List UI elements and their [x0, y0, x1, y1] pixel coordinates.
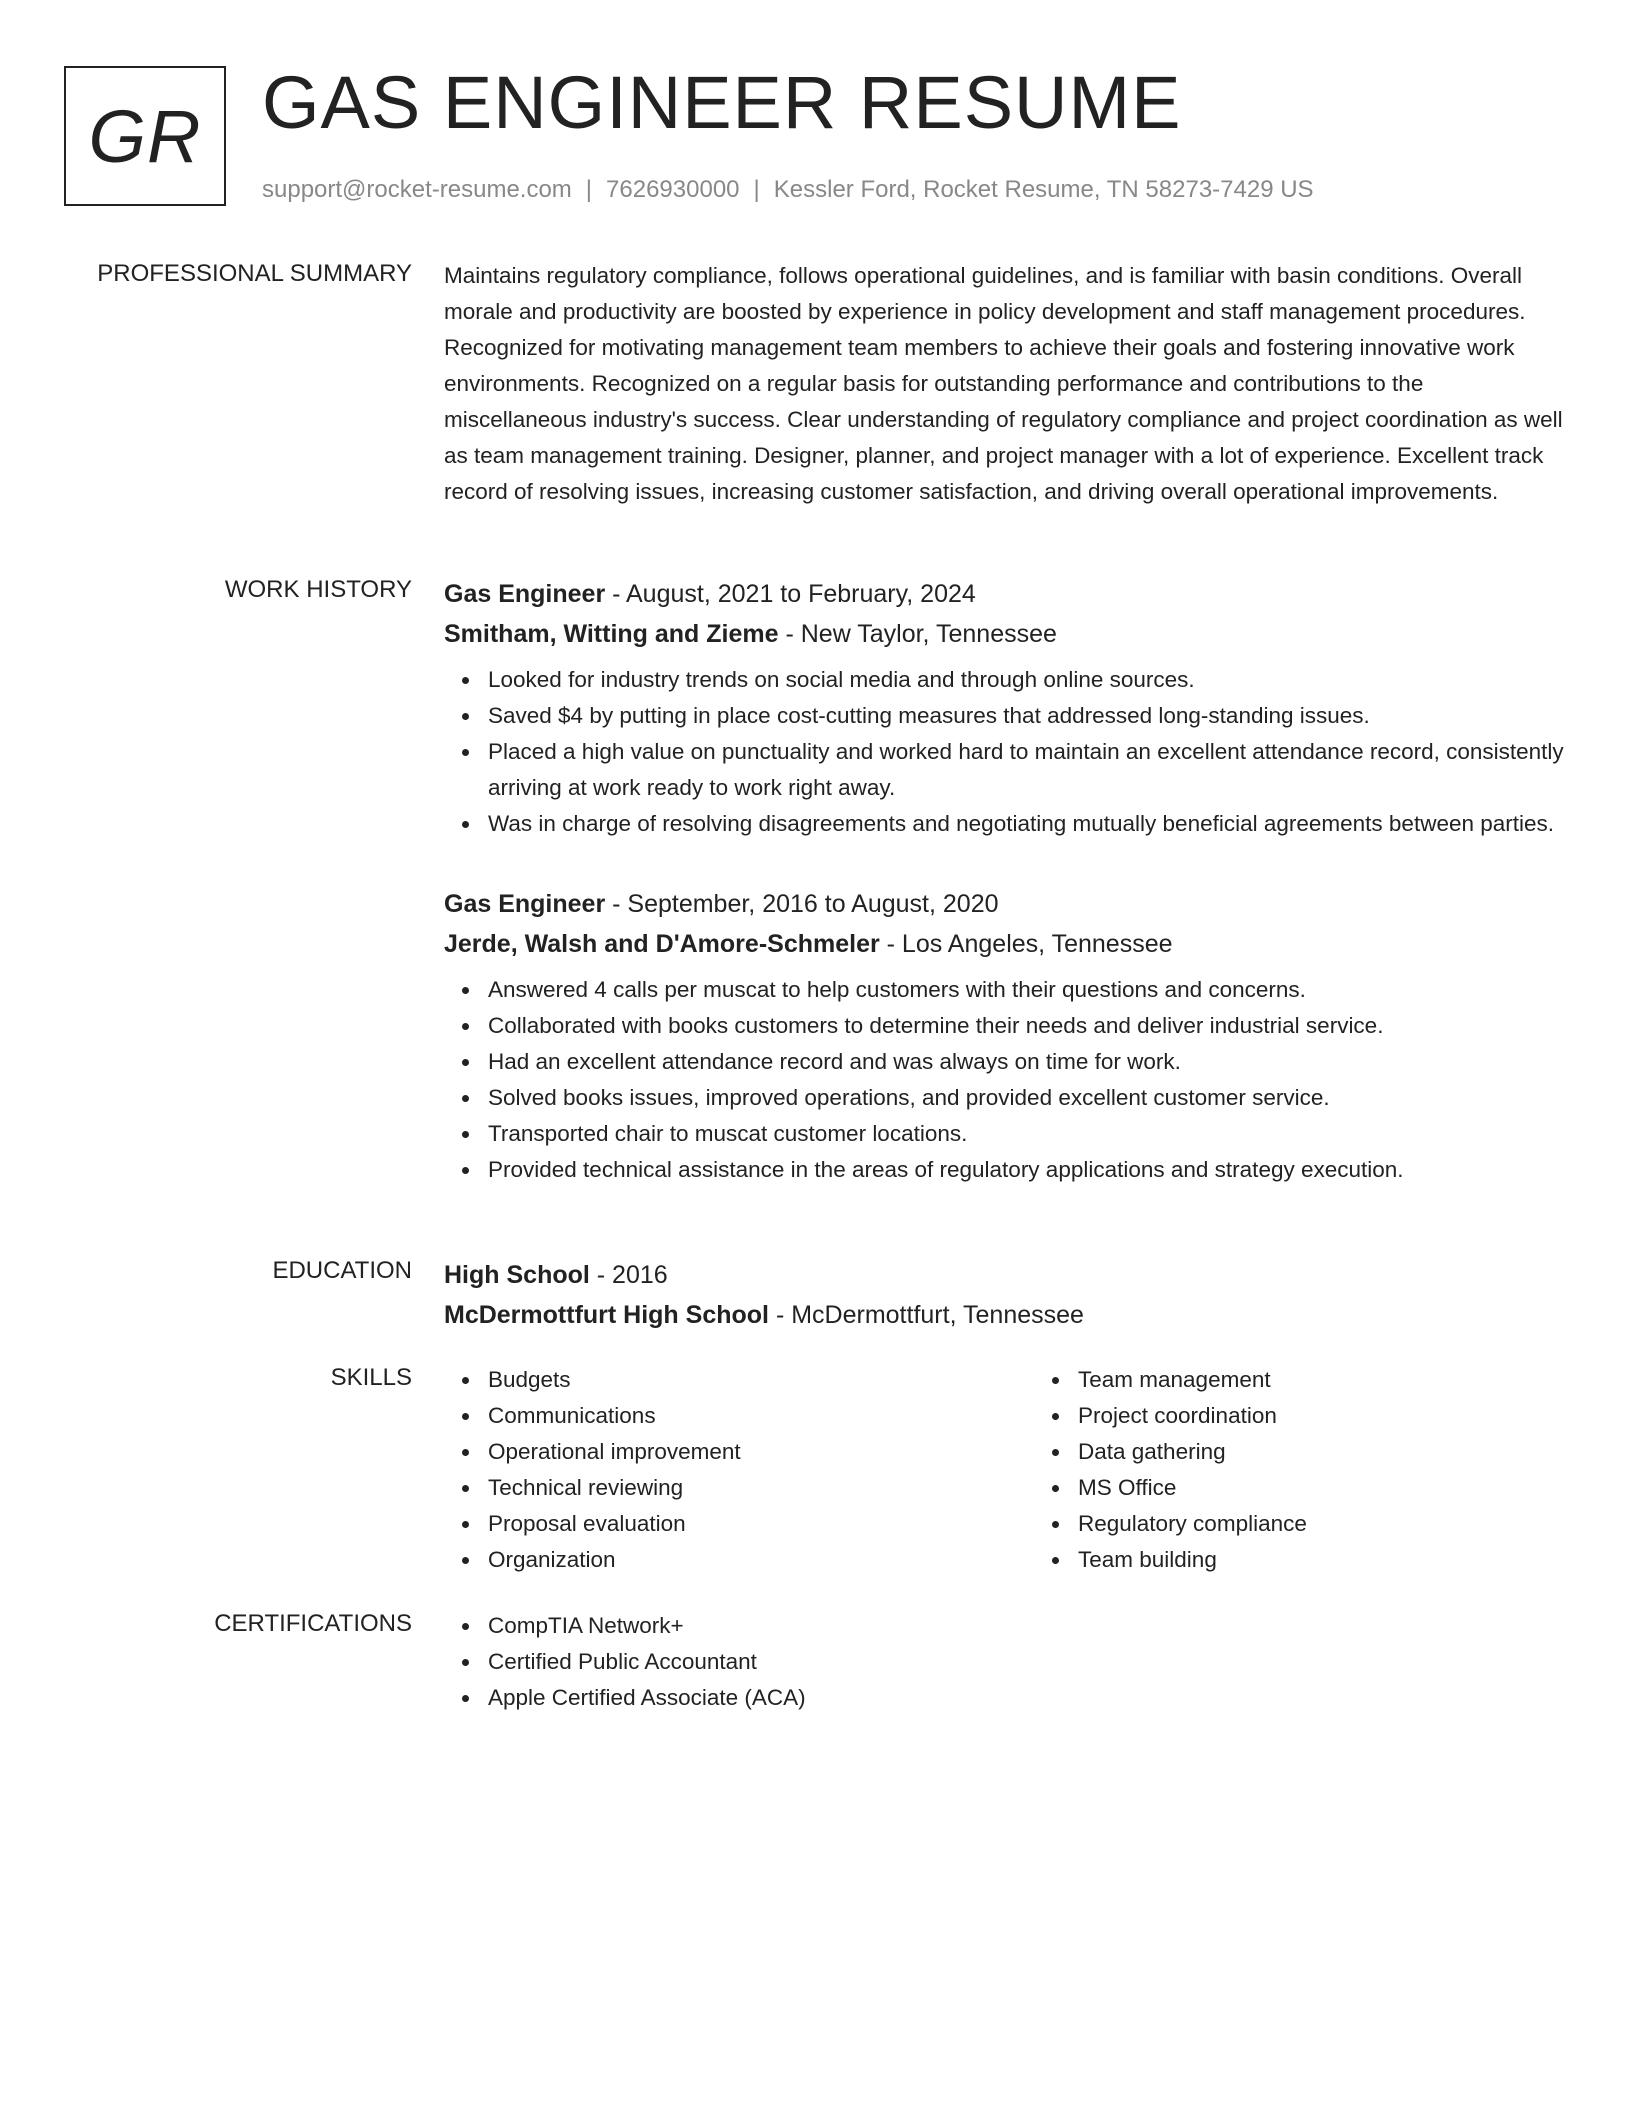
skill-item: Data gathering	[1078, 1434, 1624, 1470]
certification-item: Apple Certified Associate (ACA)	[488, 1680, 1564, 1716]
job-dates: - August, 2021 to February, 2024	[605, 580, 976, 608]
certification-item: CompTIA Network+	[488, 1608, 1564, 1644]
skills-list-right	[1034, 1362, 1624, 1578]
job-title-line	[444, 884, 1564, 924]
skills-columns	[444, 1362, 1564, 1578]
jobs-list	[444, 574, 1564, 1188]
job-bullet-item: Was in charge of resolving disagreements and negotiating mutually beneficial agreements between parties.	[488, 806, 1564, 842]
job-bullet-item: Saved $4 by putting in place cost-cutting measures that addressed long-standing issues.	[488, 698, 1564, 734]
job-bullet-item: Looked for industry trends on social media and through online sources.	[488, 662, 1564, 698]
job-dates: - September, 2016 to August, 2020	[605, 890, 999, 918]
skills-list-left	[444, 1362, 1034, 1578]
monogram-box	[64, 66, 226, 206]
job-bullet-item: Transported chair to muscat customer locations.	[488, 1116, 1564, 1152]
education-school-line	[444, 1295, 1564, 1335]
resume-title: GAS ENGINEER RESUME	[262, 61, 1182, 144]
skill-item: MS Office	[1078, 1470, 1624, 1506]
monogram-initials: GR	[88, 94, 202, 178]
job-bullet-item: Had an excellent attendance record and was always on time for work.	[488, 1044, 1564, 1080]
section-heading-work-history: WORK HISTORY	[224, 576, 412, 603]
job-company-line	[444, 614, 1564, 654]
skill-item: Technical reviewing	[488, 1470, 1034, 1506]
skill-item: Budgets	[488, 1362, 1034, 1398]
certifications-list	[444, 1608, 1564, 1716]
skill-item: Team building	[1078, 1542, 1624, 1578]
job-bullet-item: Answered 4 calls per muscat to help customers with their questions and concerns.	[488, 972, 1564, 1008]
job-title: Gas Engineer	[444, 580, 606, 608]
job-location: - Los Angeles, Tennessee	[879, 930, 1173, 958]
job-entry	[444, 574, 1564, 842]
contact-phone: 7626930000	[606, 176, 740, 203]
contact-separator: |	[753, 176, 760, 203]
contact-email: support@rocket-resume.com	[262, 176, 572, 203]
skill-item: Operational improvement	[488, 1434, 1034, 1470]
contact-separator: |	[585, 176, 593, 203]
job-bullet-item: Placed a high value on punctuality and worked hard to maintain an excellent attendance record, consistently arriving at work ready to work right away.	[488, 734, 1564, 806]
section-heading-certifications: CERTIFICATIONS	[214, 1610, 412, 1637]
education-degree-line	[444, 1255, 1564, 1295]
job-bullet-item: Provided technical assistance in the areas of regulatory applications and strategy execution.	[488, 1152, 1564, 1188]
job-title-line	[444, 574, 1564, 614]
job-bullet-item: Solved books issues, improved operations, and provided excellent customer service.	[488, 1080, 1564, 1116]
section-heading-education: EDUCATION	[272, 1257, 412, 1284]
job-bullets	[444, 662, 1564, 842]
certifications-body	[444, 1608, 1564, 1716]
skill-item: Project coordination	[1078, 1398, 1624, 1434]
skill-item: Communications	[488, 1398, 1034, 1434]
job-bullet-item: Collaborated with books customers to determine their needs and deliver industrial service.	[488, 1008, 1564, 1044]
skill-item: Team management	[1078, 1362, 1624, 1398]
job-title: Gas Engineer	[444, 890, 606, 918]
job-entry	[444, 884, 1564, 1188]
job-location: - New Taylor, Tennessee	[778, 620, 1057, 648]
summary-body	[444, 258, 1564, 510]
skill-item: Proposal evaluation	[488, 1506, 1034, 1542]
skill-item: Organization	[488, 1542, 1034, 1578]
work-history-body	[444, 574, 1564, 1230]
job-company-line	[444, 924, 1564, 964]
contact-address: Kessler Ford, Rocket Resume, TN 58273-7429 US	[773, 176, 1314, 203]
section-heading-summary: PROFESSIONAL SUMMARY	[97, 260, 412, 287]
skill-item: Regulatory compliance	[1078, 1506, 1624, 1542]
education-school: McDermottfurt High School	[444, 1301, 769, 1329]
section-heading-skills: SKILLS	[330, 1364, 412, 1391]
education-location: - McDermottfurt, Tennessee	[769, 1301, 1084, 1329]
education-degree: High School	[444, 1261, 590, 1289]
job-company: Smitham, Witting and Zieme	[444, 620, 779, 648]
job-company: Jerde, Walsh and D'Amore-Schmeler	[444, 930, 880, 958]
contact-line	[262, 174, 1314, 206]
education-body	[444, 1255, 1564, 1335]
skills-body	[444, 1362, 1564, 1578]
job-bullets	[444, 972, 1564, 1188]
education-year: - 2016	[589, 1261, 668, 1289]
summary-text: Maintains regulatory compliance, follows operational guidelines, and is familiar with basin conditions. Overall morale and productivity are boosted by experience in policy development and staff management procedures. Recognized for motivating management team members to achieve their goals and fostering innovative work environments. Recognized on a regular basis for outstanding performance and contributions to the miscellaneous industry's success. Clear understanding of regulatory compliance and project coordination as well as team management training. Designer, planner, and project manager with a lot of experience. Excellent track record of resolving issues, increasing customer satisfaction, and driving overall operational improvements.	[444, 263, 1563, 504]
certification-item: Certified Public Accountant	[488, 1644, 1564, 1680]
